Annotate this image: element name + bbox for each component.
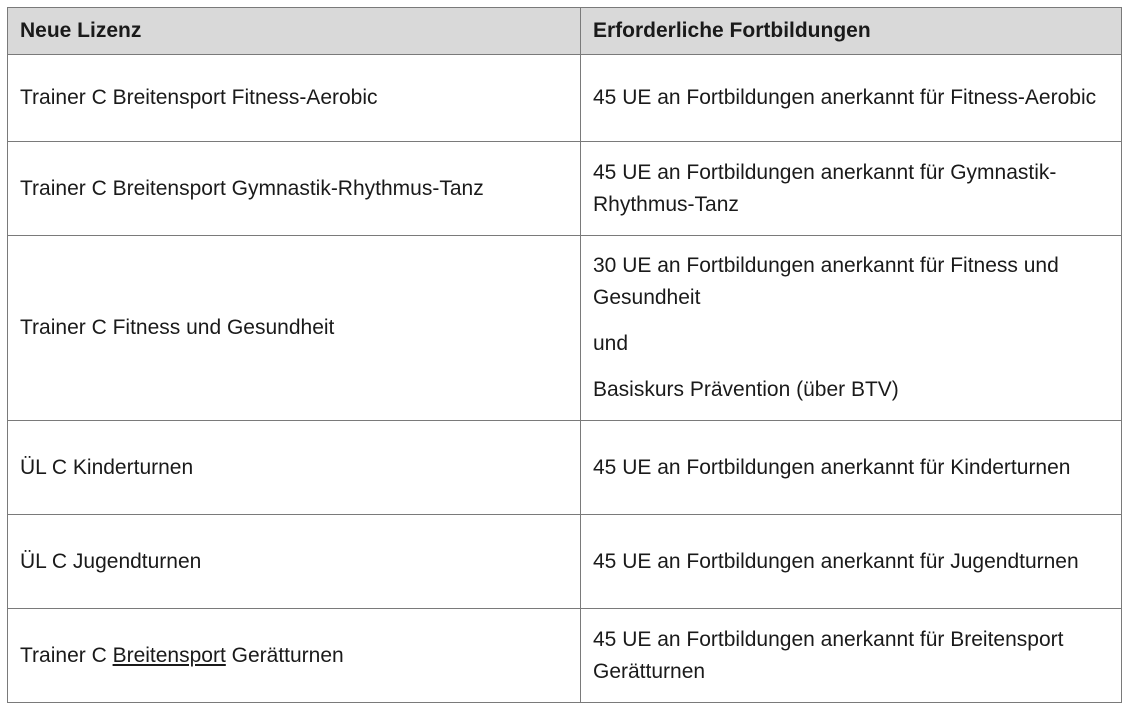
requirement-text: Basiskurs Prävention (über BTV) <box>593 378 899 401</box>
table-header <box>8 8 1122 55</box>
requirement-connector: und <box>593 332 629 355</box>
requirement-text: 45 UE an Fortbildungen anerkannt für Jugendturnen <box>593 549 1079 573</box>
column-header-neue-lizenz: Neue Lizenz <box>8 8 581 55</box>
column-header-erforderliche-fortbildungen: Erforderliche Fortbildungen <box>581 8 1122 55</box>
table-row <box>8 55 1122 142</box>
requirement-text: 45 UE an Fortbildungen anerkannt für Breitensport Gerätturnen <box>593 627 1064 683</box>
license-cell <box>8 609 581 703</box>
requirement-cell <box>581 142 1122 236</box>
license-cell: ÜL C Jugendturnen <box>8 515 581 609</box>
table-body <box>8 55 1122 703</box>
table-row <box>8 236 1122 421</box>
table-row <box>8 515 1122 609</box>
requirement-text: 45 UE an Fortbildungen anerkannt für Gymnastik-Rhythmus-Tanz <box>593 160 1057 216</box>
table-row <box>8 421 1122 515</box>
requirement-cell <box>581 236 1122 421</box>
license-text-underlined: Breitensport <box>112 643 226 667</box>
requirement-text: 30 UE an Fortbildungen anerkannt für Fitness und Gesundheit <box>593 254 1059 309</box>
license-table <box>7 7 1122 703</box>
table-row <box>8 142 1122 236</box>
license-cell: Trainer C Fitness und Gesundheit <box>8 236 581 421</box>
license-cell: Trainer C Breitensport Gymnastik-Rhythmus-Tanz <box>8 142 581 236</box>
requirement-cell <box>581 55 1122 142</box>
license-cell: Trainer C Breitensport Fitness-Aerobic <box>8 55 581 142</box>
requirement-cell <box>581 421 1122 515</box>
table-row <box>8 609 1122 703</box>
requirement-cell <box>581 609 1122 703</box>
license-text: Gerätturnen <box>225 643 344 667</box>
requirement-cell <box>581 515 1122 609</box>
license-text: Trainer C <box>20 643 113 667</box>
license-cell: ÜL C Kinderturnen <box>8 421 581 515</box>
requirement-text: 45 UE an Fortbildungen anerkannt für Kinderturnen <box>593 455 1071 479</box>
requirement-text: 45 UE an Fortbildungen anerkannt für Fitness-Aerobic <box>593 86 1097 109</box>
header-row <box>8 8 1122 55</box>
